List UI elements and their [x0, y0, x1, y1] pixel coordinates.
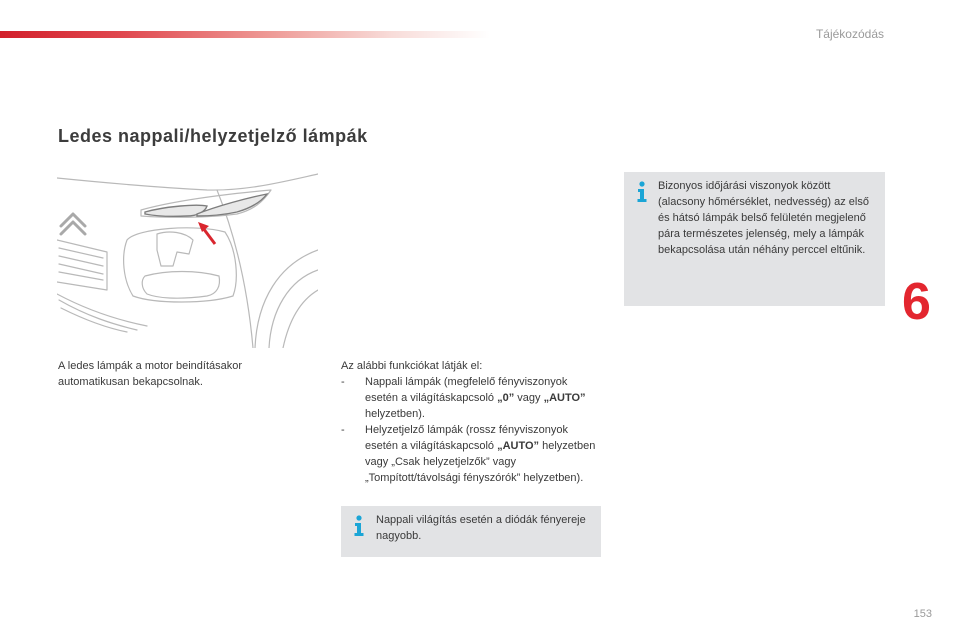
- list-dash: -: [341, 376, 345, 388]
- page-number: 153: [913, 608, 932, 620]
- info-icon: [352, 515, 366, 537]
- info-icon: [635, 181, 649, 203]
- info-box-condensation: [624, 172, 885, 306]
- switch-position-0: „0”: [497, 392, 515, 404]
- info-box-brightness: [341, 506, 601, 557]
- switch-position-auto: „AUTO”: [543, 392, 586, 404]
- chapter-number: 6: [902, 273, 931, 331]
- switch-position-auto: „AUTO”: [497, 440, 540, 452]
- info-text: Nappali világítás esetén a diódák fényereje nagyobb.: [376, 514, 586, 542]
- functions-lead: Az alábbi funkciókat látják el:: [341, 360, 483, 372]
- intro-text: A ledes lámpák a motor beindításakor automatikusan bekapcsolnak.: [58, 360, 243, 388]
- functions-list: [341, 358, 603, 486]
- info-text: Bizonyos időjárási viszonyok között (alacsony hőmérséklet, nedvesség) az első és hátsó lámpák belső felületén megjelenő pára természetes jelenség, mely a lámpák bekapcsolása után néhány perccel eltűnik.: [658, 180, 869, 256]
- car-front-illustration: [57, 170, 318, 348]
- page-heading: Ledes nappali/helyzetjelző lámpák: [58, 126, 368, 146]
- function-item-position: - Helyzetjelző lámpák (rossz fényviszonyok esetén a világításkapcsoló „AUTO” helyzetben vagy „Csak helyzetjelzők” vagy „Tompított/távolsági fényszórók” helyzetben).: [341, 424, 596, 484]
- list-dash: -: [341, 424, 345, 436]
- header-accent-bar: [0, 31, 490, 38]
- section-title: Tájékozódás: [815, 27, 884, 41]
- function-item-daytime: - Nappali lámpák (megfelelő fényviszonyok esetén a világításkapcsoló „0” vagy „AUTO” helyzetben).: [341, 376, 586, 420]
- led-pointer-arrow: [198, 222, 215, 244]
